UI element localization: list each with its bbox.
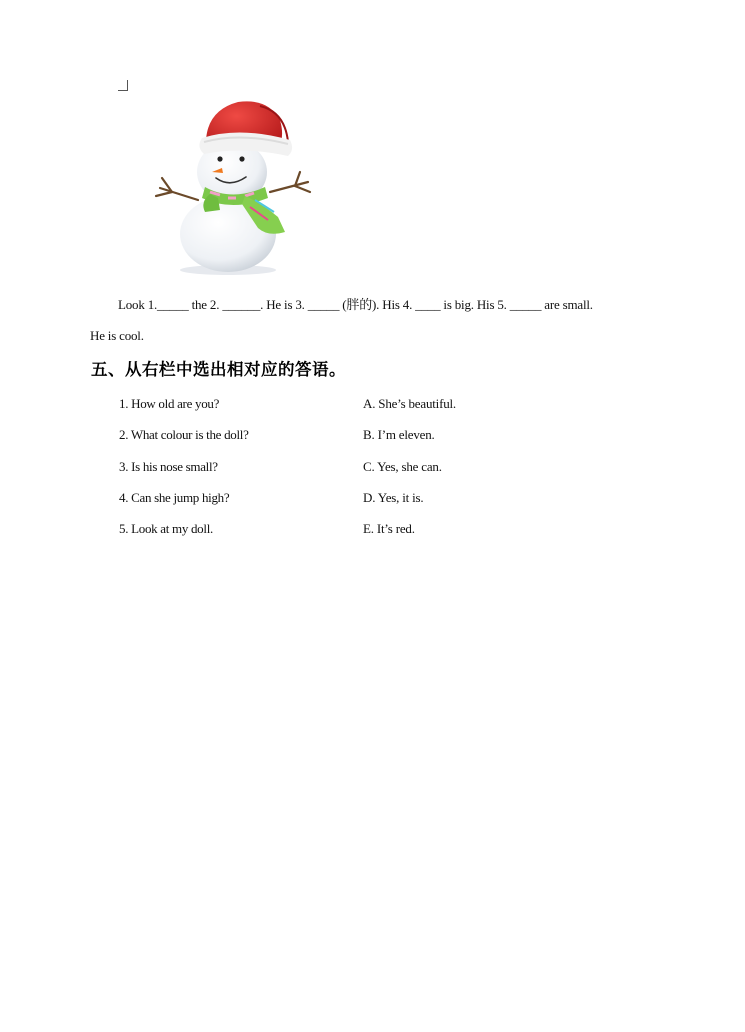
question-item: 3. Is his nose small? [119,459,218,474]
match-row [0,459,745,479]
match-row [0,396,745,416]
match-row [0,427,745,447]
passage [90,289,660,351]
answer-item: B. I’m eleven. [363,427,435,442]
answer-item: D. Yes, it is. [363,490,424,505]
question-item: 2. What colour is the doll? [119,427,249,442]
question-item: 4. Can she jump high? [119,490,230,505]
passage-line-2: He is cool. [90,328,144,343]
match-row [0,521,745,541]
snowman-image [150,92,320,277]
corner-mark [118,80,128,91]
question-item: 1. How old are you? [119,396,220,411]
answer-item: E. It’s red. [363,521,415,536]
question-item: 5. Look at my doll. [119,521,213,536]
section-title: 五、从右栏中选出相对应的答语。 [91,360,346,379]
passage-line-1: Look 1._____ the 2. ______. He is 3. _____ (胖的). His 4. ____ is big. His 5. _____ are small. [118,297,593,312]
match-row [0,490,745,510]
answer-item: C. Yes, she can. [363,459,442,474]
answer-item: A. She’s beautiful. [363,396,456,411]
